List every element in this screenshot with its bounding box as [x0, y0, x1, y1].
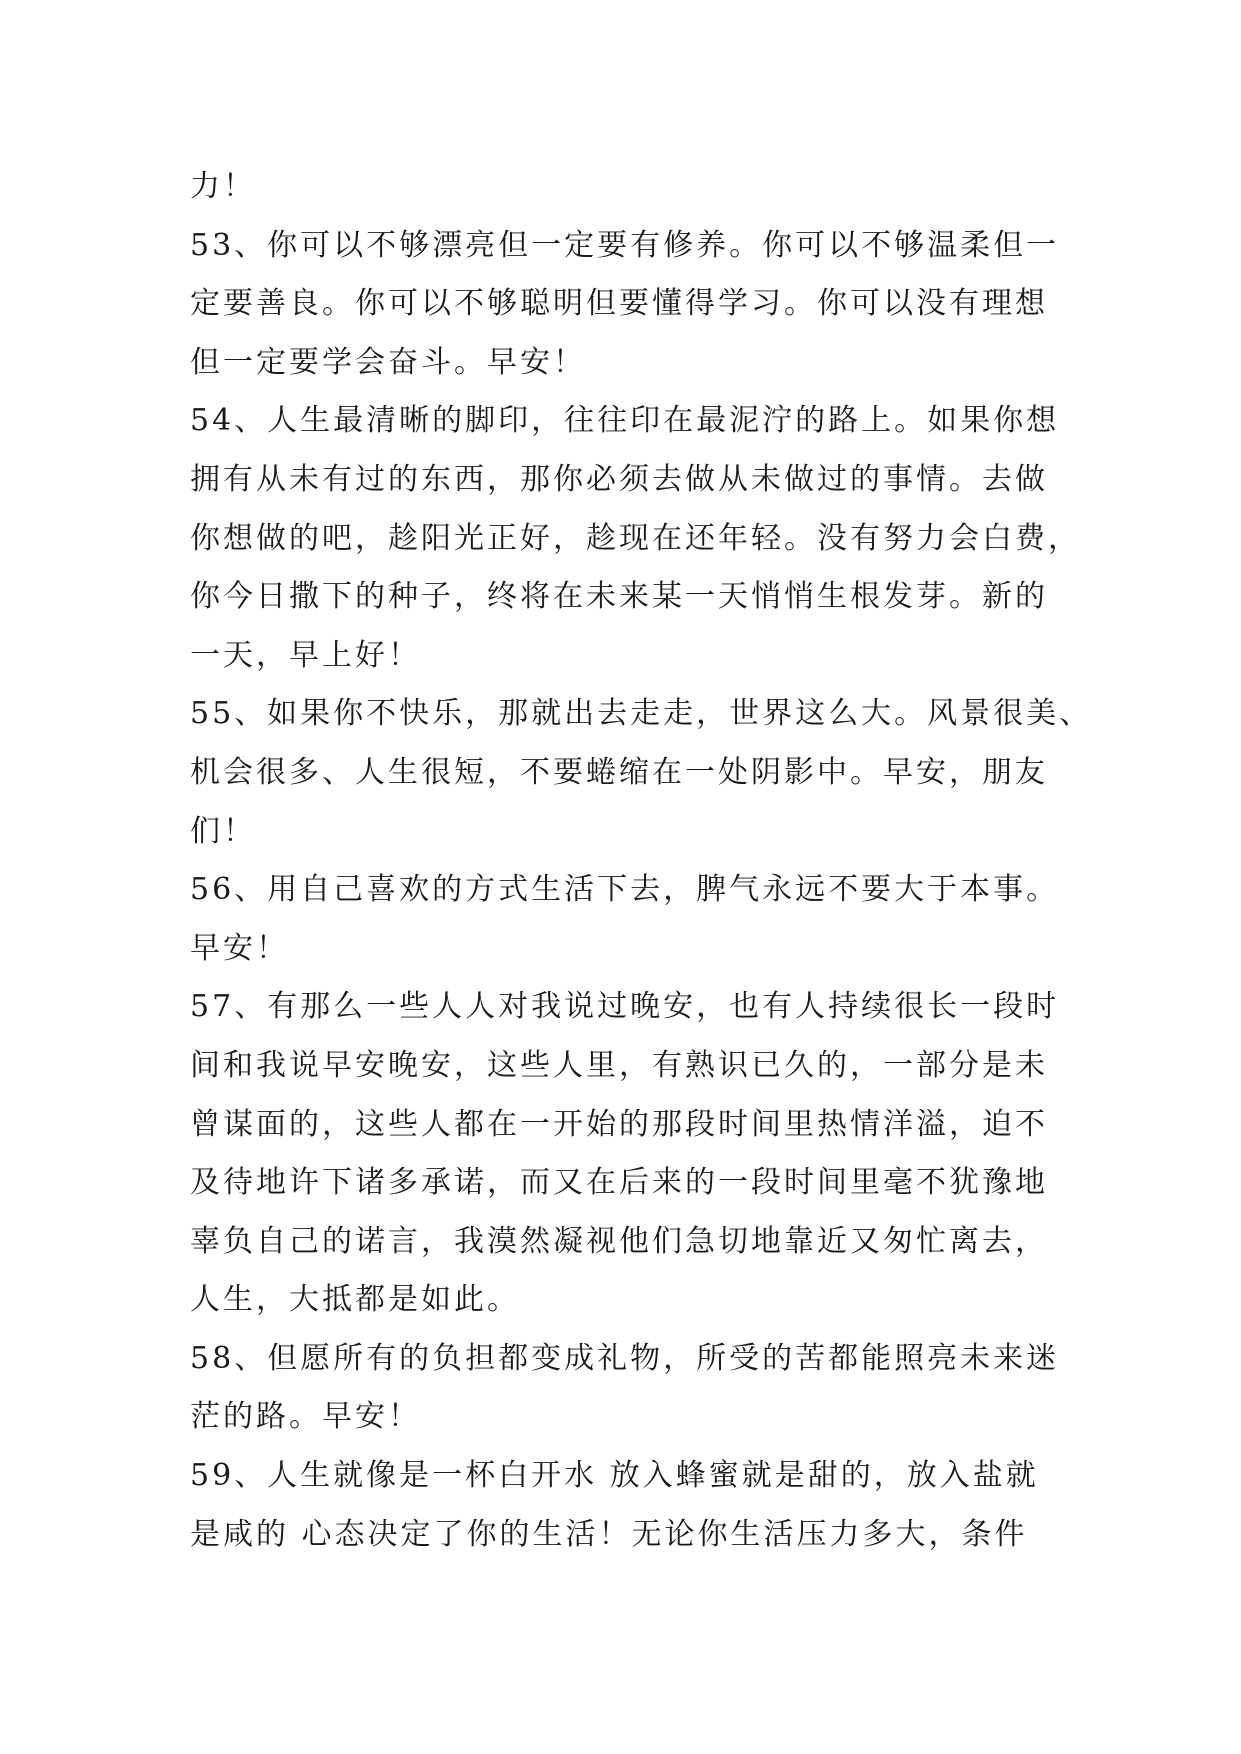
text-line: 你想做的吧，趁阳光正好，趁现在还年轻。没有努力会白费， — [190, 520, 1081, 556]
text-line: 一天，早上好！ — [190, 637, 421, 673]
text-line: 57、有那么一些人人对我说过晚安，也有人持续很长一段时 — [190, 989, 1060, 1025]
text-line: 59、人生就像是一杯白开水 放入蜂蜜就是甜的，放入盐就 — [190, 1458, 1039, 1494]
text-line: 间和我说早安晚安，这些人里，有熟识已久的，一部分是未 — [190, 1047, 1048, 1083]
text-line: 53、你可以不够漂亮但一定要有修养。你可以不够温柔但一 — [190, 227, 1060, 263]
text-line: 但一定要学会奋斗。早安！ — [190, 344, 586, 380]
text-line: 你今日撒下的种子，终将在未来某一天悄悄生根发芽。新的 — [190, 579, 1048, 615]
text-line: 56、用自己喜欢的方式生活下去，脾气永远不要大于本事。 — [190, 872, 1060, 908]
text-line: 拥有从未有过的东西，那你必须去做从未做过的事情。去做 — [190, 461, 1048, 497]
text-line: 58、但愿所有的负担都变成礼物，所受的苦都能照亮未来迷 — [190, 1340, 1060, 1376]
text-line: 曾谋面的，这些人都在一开始的那段时间里热情洋溢，迫不 — [190, 1106, 1048, 1142]
text-line: 54、人生最清晰的脚印，往往印在最泥泞的路上。如果你想 — [190, 403, 1060, 439]
text-line: 早安！ — [190, 930, 289, 966]
text-line: 及待地许下诸多承诺，而又在后来的一段时间里毫不犹豫地 — [190, 1165, 1048, 1201]
text-line: 是咸的 心态决定了你的生活！无论你生活压力多大，条件 — [190, 1516, 1028, 1552]
text-line: 辜负自己的诺言，我漠然凝视他们急切地靠近又匆忙离去， — [190, 1223, 1048, 1259]
text-line: 人生，大抵都是如此。 — [190, 1282, 520, 1318]
text-line: 55、如果你不快乐，那就出去走走，世界这么大。风景很美、 — [190, 696, 1093, 732]
document-text — [190, 158, 1093, 1564]
text-line: 机会很多、人生很短，不要蜷缩在一处阴影中。早安，朋友 — [190, 754, 1048, 790]
text-line: 茫的路。早安！ — [190, 1399, 421, 1435]
text-line: 力！ — [190, 169, 256, 204]
text-line: 们！ — [190, 813, 256, 849]
text-line: 定要善良。你可以不够聪明但要懂得学习。你可以没有理想 — [190, 286, 1048, 322]
